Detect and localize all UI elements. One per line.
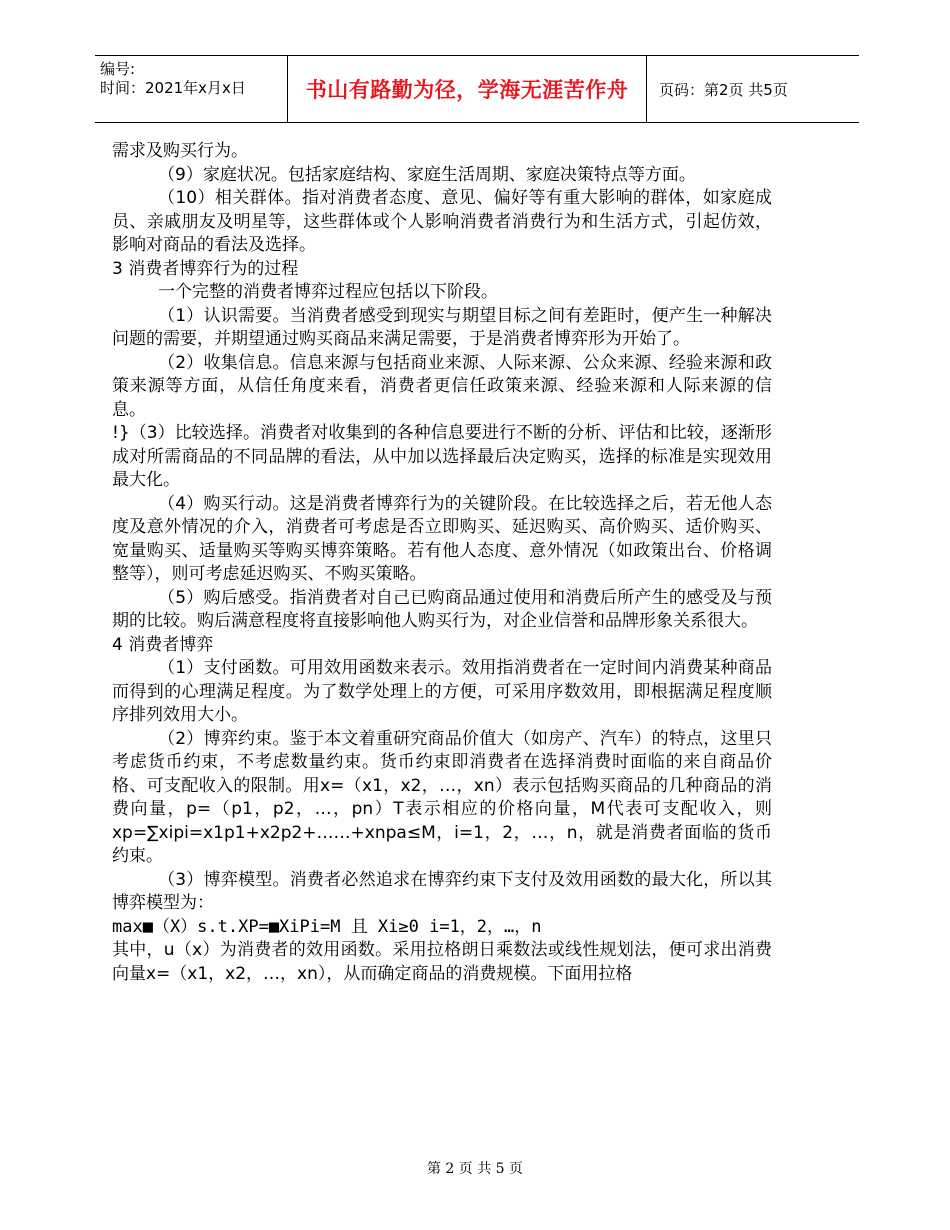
document-number-label: 编号: bbox=[100, 60, 136, 78]
header-page-info: 页码：第2页 共5页 bbox=[659, 80, 788, 99]
body-paragraph: （4）购买行动。这是消费者博弈行为的关键阶段。在比较选择之后，若无他人态度及意外情况的介入，消费者可考虑是否立即购买、延迟购买、高价购买、适价购买、宽量购买、适量购买等购买博弈策略。若有他人态度、意外情况（如政策出台、价格调整等），则可考虑延迟购买、不购买策略。 bbox=[112, 493, 772, 584]
page-footer: 第 2 页 共 5 页 bbox=[426, 1161, 524, 1177]
body-paragraph: （9）家庭状况。包括家庭结构、家庭生活周期、家庭决策特点等方面。 bbox=[158, 164, 696, 185]
body-paragraph: （5）购后感受。指消费者对自己已购商品通过使用和消费后所产生的感受及与预期的比较。购后满意程度将直接影响他人购买行为，对企业信誉和品牌形象关系很大。 bbox=[112, 587, 772, 631]
section-heading: 3 消费者博弈行为的过程 bbox=[112, 258, 299, 279]
body-paragraph: （2）收集信息。信息来源与包括商业来源、人际来源、公众来源、经验来源和政策来源等方面，从信任角度来看，消费者更信任政策来源、经验来源和人际来源的信息。 bbox=[112, 352, 772, 420]
body-paragraph: （3）博弈模型。消费者必然追求在博弈约束下支付及效用函数的最大化，所以其博弈模型为： bbox=[112, 869, 772, 913]
document-body bbox=[112, 140, 772, 986]
page-header bbox=[95, 55, 859, 123]
body-paragraph: （1）认识需要。当消费者感受到现实与期望目标之间有差距时，便产生一种解决问题的需要，并期望通过购买商品来满足需要，于是消费者博弈形为开始了。 bbox=[112, 305, 772, 349]
body-paragraph: 其中，u（x）为消费者的效用函数。采用拉格朗日乘数法或线性规划法，便可求出消费向量x=（x1，x2，…，xn），从而确定商品的消费规模。下面用拉格 bbox=[112, 940, 772, 984]
header-left-cell bbox=[95, 56, 287, 122]
document-time-label: 时间：2021年x月x日 bbox=[100, 79, 246, 97]
section-heading: 4 消费者博弈 bbox=[112, 634, 214, 655]
body-paragraph: （10）相关群体。指对消费者态度、意见、偏好等有重大影响的群体，如家庭成员、亲戚朋友及明星等，这些群体或个人影响消费者消费行为和生活方式，引起仿效，影响对商品的看法及选择。 bbox=[112, 188, 772, 255]
body-paragraph: （1）支付函数。可用效用函数来表示。效用指消费者在一定时间内消费某种商品而得到的心理满足程度。为了数学处理上的方便，可采用序数效用，即根据满足程度顺序排列效用大小。 bbox=[112, 658, 772, 725]
body-paragraph: !}（3）比较选择。消费者对收集到的各种信息要进行不断的分析、评估和比较，逐渐形成对所需商品的不同品牌的看法，从中加以选择最后决定购买，选择的标准是实现效用最大化。 bbox=[112, 423, 772, 490]
body-paragraph: 一个完整的消费者博弈过程应包括以下阶段。 bbox=[158, 282, 498, 302]
formula-line: max■（X）s.t.XP=■XiPi=M 且 Xi≥0 i=1，2，…，n bbox=[112, 916, 542, 937]
body-paragraph: 需求及购买行为。 bbox=[112, 141, 248, 161]
body-paragraph: （2）博弈约束。鉴于本文着重研究商品价值大（如房产、汽车）的特点，这里只考虑货币约束，不考虑数量约束。货币约束即消费者在选择消费时面临的来自商品价格、可支配收入的限制。用x=（x1，x2，…，xn）表示包括购买商品的几种商品的消费向量，p=（p1，p2，…，pn）T表示相应的价格向量，M代表可支配收入，则xp=∑xipi=x1p1+x2p2+……+xnpa≤M，i=1，2，…，n，就是消费者面临的货币约束。 bbox=[112, 728, 772, 866]
header-motto: 书山有路勤为径，学海无涯苦作舟 bbox=[287, 56, 647, 122]
